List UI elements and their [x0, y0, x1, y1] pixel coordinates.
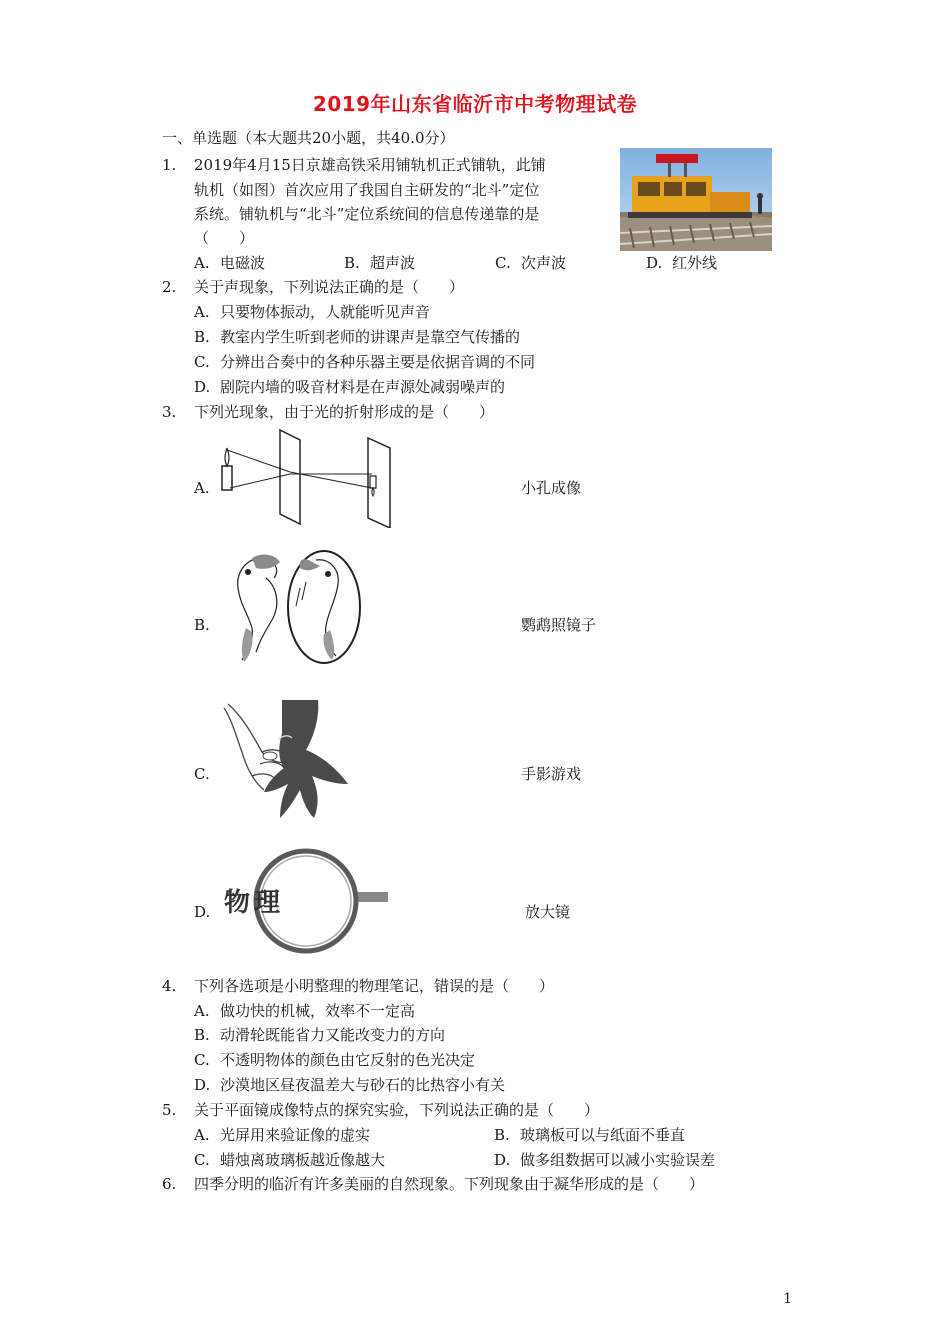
option-text: 剧院内墙的吸音材料是在声源处减弱噪声的	[220, 378, 506, 396]
page-number: 1	[783, 1291, 792, 1307]
hand-shadow-figure	[222, 700, 352, 824]
option-text: 玻璃板可以与纸面不垂直	[520, 1126, 686, 1144]
option-letter: B.	[344, 254, 360, 272]
q1-stem-line-4: （ ）	[194, 229, 255, 247]
q1-option-d[interactable]	[646, 253, 717, 273]
q4-option-b[interactable]	[194, 1025, 445, 1045]
q5-stem: 关于平面镜成像特点的探究实验，下列说法正确的是（ ）	[194, 1101, 600, 1119]
option-letter: D.	[494, 1151, 511, 1169]
option-text: 做功快的机械，效率不一定高	[220, 1002, 416, 1020]
option-text: 沙漠地区昼夜温差大与砂石的比热容小有关	[220, 1076, 506, 1094]
q3-option-c-text: 手影游戏	[521, 765, 582, 783]
q4-number: 4.	[162, 977, 177, 995]
option-letter: C.	[194, 1051, 210, 1069]
option-text: 只要物体振动，人就能听见声音	[220, 303, 431, 321]
option-text: 动滑轮既能省力又能改变力的方向	[220, 1026, 446, 1044]
option-text: 红外线	[672, 254, 718, 272]
option-letter: A.	[194, 303, 210, 321]
q5-option-d[interactable]	[494, 1150, 715, 1170]
q5-option-a[interactable]	[194, 1125, 370, 1145]
q4-option-a[interactable]	[194, 1001, 415, 1021]
q1-stem-line-1: 2019年4月15日京雄高铁采用铺轨机正式铺轨，此铺	[194, 156, 546, 174]
option-letter: A.	[194, 254, 210, 272]
q3-stem: 下列光现象，由于光的折射形成的是（ ）	[194, 403, 495, 421]
q2-option-c[interactable]	[194, 352, 535, 372]
q1-stem-line-3: 系统。铺轨机与“北斗”定位系统间的信息传递靠的是	[194, 205, 540, 223]
option-text: 次声波	[521, 254, 567, 272]
q3-number: 3.	[162, 403, 177, 421]
q1-option-c[interactable]	[495, 253, 566, 273]
option-text: 不透明物体的颜色由它反射的色光决定	[220, 1051, 476, 1069]
q5-number: 5.	[162, 1101, 177, 1119]
parrot-mirror-figure	[222, 548, 362, 666]
q4-option-d[interactable]	[194, 1075, 505, 1095]
q6-stem: 四季分明的临沂有许多美丽的自然现象。下列现象由于凝华形成的是（ ）	[194, 1175, 705, 1193]
option-text: 蜡烛离玻璃板越近像越大	[220, 1151, 386, 1169]
section-heading: 一、单选题（本大题共20小题，共40.0分）	[162, 129, 455, 147]
option-text: 超声波	[370, 254, 416, 272]
q5-option-c[interactable]	[194, 1150, 385, 1170]
q2-number: 2.	[162, 278, 177, 296]
pinhole-camera-figure	[218, 428, 396, 528]
option-letter: D.	[194, 378, 211, 396]
q2-option-a[interactable]	[194, 302, 430, 322]
option-letter: A.	[194, 1002, 210, 1020]
q1-number: 1.	[162, 156, 177, 174]
option-text: 教室内学生听到老师的讲课声是靠空气传播的	[220, 328, 521, 346]
q1-option-a[interactable]	[194, 253, 265, 273]
option-letter: D.	[646, 254, 663, 272]
track-laying-machine-photo	[620, 148, 772, 251]
option-letter: D.	[194, 1076, 211, 1094]
q3-option-c-letter[interactable]: C.	[194, 765, 210, 783]
option-letter: B.	[194, 1026, 210, 1044]
option-letter: C.	[194, 353, 210, 371]
option-letter: B.	[194, 328, 210, 346]
q3-option-d-letter[interactable]: D.	[194, 903, 211, 921]
q1-stem-line-2: 轨机（如图）首次应用了我国自主研发的“北斗”定位	[194, 181, 540, 199]
q4-stem: 下列各选项是小明整理的物理笔记，错误的是（ ）	[194, 977, 555, 995]
q3-option-b-text: 鹦鹉照镜子	[521, 616, 597, 634]
q2-option-d[interactable]	[194, 377, 505, 397]
q1-option-b[interactable]	[344, 253, 415, 273]
option-text: 光屏用来验证像的虚实	[220, 1126, 371, 1144]
q6-number: 6.	[162, 1175, 177, 1193]
option-letter: A.	[194, 1126, 210, 1144]
q2-option-b[interactable]	[194, 327, 520, 347]
q3-option-a-text: 小孔成像	[521, 479, 582, 497]
exam-title: 2019年山东省临沂市中考物理试卷	[312, 92, 638, 116]
magnifier-figure-text: 物理	[224, 888, 285, 918]
q3-option-d-text: 放大镜	[525, 903, 571, 921]
q5-option-b[interactable]	[494, 1125, 685, 1145]
option-letter: C.	[194, 1151, 210, 1169]
q2-stem: 关于声现象，下列说法正确的是（ ）	[194, 278, 465, 296]
option-text: 做多组数据可以减小实验误差	[520, 1151, 716, 1169]
option-text: 电磁波	[220, 254, 266, 272]
magnifier-figure	[222, 848, 390, 956]
q4-option-c[interactable]	[194, 1050, 475, 1070]
option-letter: C.	[495, 254, 511, 272]
option-letter: B.	[494, 1126, 510, 1144]
q3-option-b-letter[interactable]: B.	[194, 616, 210, 634]
option-text: 分辨出合奏中的各种乐器主要是依据音调的不同	[220, 353, 536, 371]
q3-option-a-letter[interactable]: A.	[194, 479, 210, 497]
